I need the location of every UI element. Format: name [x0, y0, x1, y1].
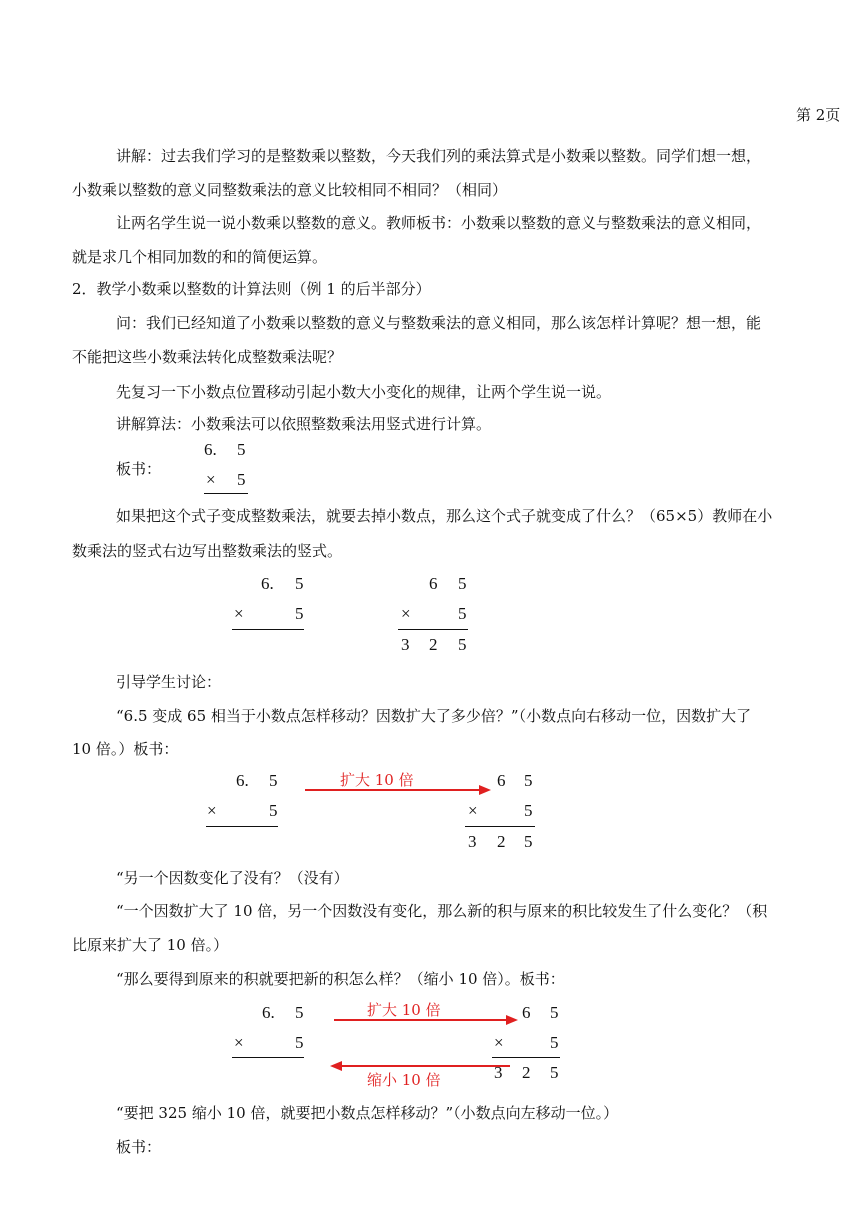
paragraph-line: 比原来扩大了 10 倍。） — [72, 936, 229, 954]
paragraph-line: 先复习一下小数点位置移动引起小数大小变化的规律，让两个学生说一说。 — [116, 383, 612, 401]
digit: 6 — [429, 574, 438, 593]
digit: 6 — [497, 771, 506, 790]
digit: 6. — [262, 1003, 275, 1022]
expand-label: 扩大 10 倍 — [367, 1001, 441, 1019]
digit: 6. — [204, 440, 217, 459]
digit: 5 — [524, 801, 533, 820]
paragraph-line: “那么要得到原来的积就要把新的积怎么样？（缩小 10 倍）。板书： — [116, 970, 565, 988]
paragraph-line: 如果把这个式子变成整数乘法，就要去掉小数点，那么这个式子就变成了什么？（65×5）教师在小 — [116, 507, 773, 525]
digit: 5 — [295, 1003, 304, 1022]
times-sign: × — [401, 604, 411, 623]
digit: 5 — [458, 604, 467, 623]
digit: 5 — [237, 470, 246, 489]
calc-2-right-rule — [398, 629, 468, 630]
paragraph-line: 问：我们已经知道了小数乘以整数的意义与整数乘法的意义相同，那么该怎样计算呢？想一想，能 — [116, 314, 762, 332]
digit: 3 — [468, 832, 477, 851]
paragraph-line: 讲解算法：小数乘法可以依照整数乘法用竖式进行计算。 — [116, 415, 492, 433]
paragraph-line: 10 倍。）板书： — [72, 740, 179, 758]
paragraph-line: 不能把这些小数乘法转化成整数乘法呢？ — [72, 348, 343, 366]
digit: 5 — [524, 771, 533, 790]
paragraph-line: 让两名学生说一说小数乘以整数的意义。教师板书：小数乘以整数的意义与整数乘法的意义相同， — [116, 214, 762, 232]
times-sign: × — [206, 470, 216, 489]
paragraph-line: “另一个因数变化了没有？（没有） — [116, 869, 349, 887]
arrow-right-icon — [506, 1015, 518, 1025]
digit: 5 — [550, 1003, 559, 1022]
arrow-right-icon — [479, 785, 491, 795]
calc-1-rule — [204, 493, 248, 494]
paragraph-line: 引导学生讨论： — [116, 673, 222, 691]
paragraph-line: 就是求几个相同加数的和的简便运算。 — [72, 248, 328, 266]
times-sign: × — [234, 604, 244, 623]
digit: 5 — [458, 635, 467, 654]
digit: 6. — [236, 771, 249, 790]
calc-4-left-rule — [232, 1057, 304, 1058]
digit: 3 — [401, 635, 410, 654]
digit: 2 — [522, 1063, 531, 1082]
expand-label: 扩大 10 倍 — [340, 771, 414, 789]
times-sign: × — [234, 1033, 244, 1052]
digit: 5 — [524, 832, 533, 851]
digit: 2 — [429, 635, 438, 654]
expand-arrow-line — [334, 1019, 508, 1021]
shrink-arrow-line — [340, 1065, 510, 1067]
times-sign: × — [207, 801, 217, 820]
paragraph-line: 数乘法的竖式右边写出整数乘法的竖式。 — [72, 542, 343, 560]
digit: 2 — [497, 832, 506, 851]
times-sign: × — [494, 1033, 504, 1052]
digit: 5 — [295, 1033, 304, 1052]
shrink-label: 缩小 10 倍 — [367, 1071, 441, 1089]
paragraph-line: 小数乘以整数的意义同整数乘法的意义比较相同不相同？（相同） — [72, 181, 508, 199]
board-label: 板书： — [116, 460, 162, 478]
section-heading: 2．教学小数乘以整数的计算法则（例 1 的后半部分） — [72, 280, 431, 298]
paragraph-line: “要把 325 缩小 10 倍，就要把小数点怎样移动？”（小数点向左移动一位。） — [116, 1104, 619, 1122]
calc-2-left-rule — [232, 629, 304, 630]
paragraph-line: “6.5 变成 65 相当于小数点怎样移动？因数扩大了多少倍？”（小数点向右移动一位，因数扩大了 — [116, 707, 752, 725]
expand-arrow-line — [305, 789, 481, 791]
calc-3-left-rule — [206, 826, 278, 827]
page-number: 第 2页 — [796, 106, 841, 124]
digit: 5 — [269, 771, 278, 790]
digit: 5 — [550, 1033, 559, 1052]
digit: 5 — [295, 574, 304, 593]
digit: 5 — [458, 574, 467, 593]
times-sign: × — [468, 801, 478, 820]
board-label: 板书： — [116, 1138, 162, 1156]
digit: 5 — [295, 604, 304, 623]
digit: 5 — [550, 1063, 559, 1082]
calc-4-right-rule — [492, 1057, 560, 1058]
paragraph-line: “一个因数扩大了 10 倍，另一个因数没有变化，那么新的积与原来的积比较发生了什么变化？（积 — [116, 902, 768, 920]
calc-3-right-rule — [465, 826, 535, 827]
paragraph-line: 讲解：过去我们学习的是整数乘以整数，今天我们列的乘法算式是小数乘以整数。同学们想一想， — [116, 147, 762, 165]
digit: 5 — [237, 440, 246, 459]
digit: 6. — [261, 574, 274, 593]
digit: 3 — [494, 1063, 503, 1082]
digit: 6 — [522, 1003, 531, 1022]
digit: 5 — [269, 801, 278, 820]
